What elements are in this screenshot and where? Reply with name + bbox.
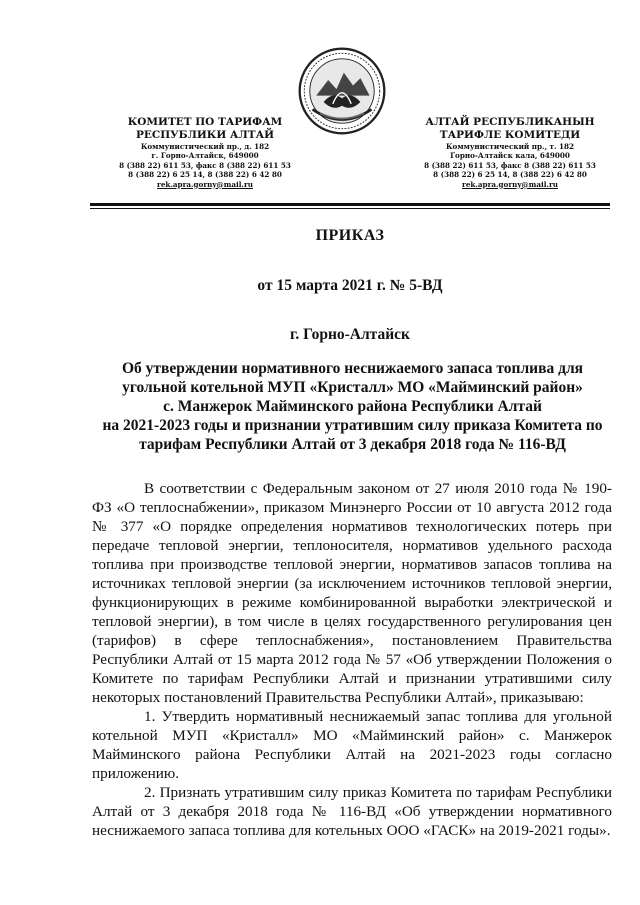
preamble-paragraph: В соответствии с Федеральным законом от 27 июля 2010 года № 190-ФЗ «О теплоснабжении», приказом Минэнерго России от 10 августа 2012 года № 377 «О порядке определения нормативов технологических потерь при передаче тепловой энергии, теплоносителя, нормативов удельного расхода топлива при производстве тепловой энергии, нормативов запасов топлива на источниках тепловой энергии (за исключением источников тепловой энергии, функционирующих в режиме комбинированной выработки электрической и тепловой энергии), в том числе в целях государственного регулирования цен (тарифов) в сфере теплоснабжения», постановлением Правительства Республики Алтай от 15 марта 2012 года № 57 «Об утверждении Положения о Комитете по тарифам Республики Алтай и признании утратившими силу некоторых постановлений Правительства Республики Алтай», приказываю:	[92, 480, 612, 706]
org-address-line1: Коммунистический пр., т. 182	[446, 142, 574, 151]
org-phone-line2: 8 (388 22) 6 25 14, 8 (388 22) 6 42 80	[128, 170, 282, 180]
org-name-line2: РЕСПУБЛИКИ АЛТАЙ	[135, 129, 275, 141]
org-phone-line1: 8 (388 22) 611 53, факс 8 (388 22) 611 53	[119, 160, 291, 170]
subject-line: тарифам Республики Алтай от 3 декабря 2018 года № 116-ВД	[139, 436, 566, 453]
header-divider-thin	[90, 208, 610, 209]
org-name-line1: АЛТАЙ РЕСПУБЛИКАНЫН	[425, 116, 595, 128]
document-date-number: от 15 марта 2021 г. № 5-ВД	[257, 277, 443, 294]
org-phone-line2: 8 (388 22) 6 25 14, 8 (388 22) 6 42 80	[433, 170, 587, 180]
document-city: г. Горно-Алтайск	[290, 326, 410, 343]
subject-line: Об утверждении нормативного неснижаемого запаса топлива для	[121, 360, 584, 377]
org-address-line2: Горно-Алтайск кала, 649000	[450, 151, 570, 161]
subject-line: с. Манжерок Майминского района Республики Алтай	[163, 398, 542, 415]
order-item-1: 1. Утвердить нормативный неснижаемый запас топлива для угольной котельной МУП «Кристалл» МО «Майминский район» с. Манжерок Майминского района Республики Алтай на 2021-2023 годы согласно приложению.	[92, 708, 612, 782]
order-item-2: 2. Признать утратившим силу приказ Комитета по тарифам Республики Алтай от 3 декабря 2018 года № 116-ВД «Об утверждении нормативного неснижаемого запаса топлива для котельных ООО «ГАСК» на 2019-2021 годы».	[92, 784, 612, 839]
header-right-block	[400, 116, 620, 189]
org-address-line2: г. Горно-Алтайск, 649000	[151, 151, 259, 161]
document-type-title: ПРИКАЗ	[315, 227, 385, 244]
org-name-line2: ТАРИФЛЕ КОМИТЕДИ	[439, 129, 581, 141]
header-left-block	[95, 116, 315, 189]
org-address-line1: Коммунистический пр., д. 182	[140, 142, 270, 151]
org-email-link[interactable]: rek.apra.gorny@mail.ru	[157, 179, 253, 189]
org-phone-line1: 8 (388 22) 611 53, факс 8 (388 22) 611 53	[424, 160, 596, 170]
org-name-line1: КОМИТЕТ ПО ТАРИФАМ	[127, 116, 283, 128]
document-subject	[95, 359, 610, 454]
org-email-link[interactable]: rek.apra.gorny@mail.ru	[462, 179, 558, 189]
subject-line: на 2021-2023 годы и признании утратившим силу приказа Комитета по	[102, 417, 603, 434]
header-divider-thick	[90, 203, 610, 206]
subject-line: угольной котельной МУП «Кристалл» МО «Майминский район»	[122, 379, 583, 396]
document-body	[92, 479, 612, 840]
